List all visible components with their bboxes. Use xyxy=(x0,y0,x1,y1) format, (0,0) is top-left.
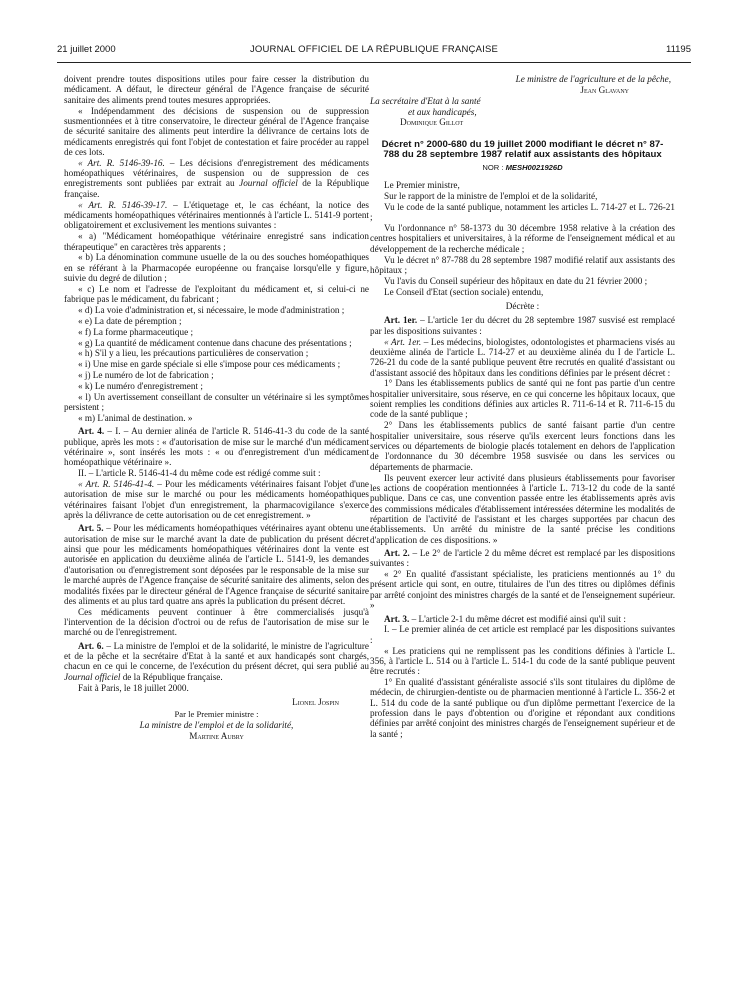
article-label: « Art. 1er. xyxy=(384,336,422,347)
article-label: « Art. R. 5146-41-4. xyxy=(78,479,155,490)
list-item: « h) S'il y a lieu, les précautions particulières de conservation ; xyxy=(78,348,309,359)
list-item: « k) Le numéro d'enregistrement ; xyxy=(78,380,203,391)
paragraph: Le Premier ministre, xyxy=(384,180,460,191)
by-prime-minister: Par le Premier ministre : xyxy=(174,709,259,720)
header-journal-title: JOURNAL OFFICIEL DE LA RÉPUBLIQUE FRANÇAISE xyxy=(249,44,499,55)
decrete-heading: Décrète : xyxy=(505,301,540,312)
list-item: « c) Le nom et l'adresse de l'exploitant du médicament et, si celui-ci ne fabrique pas le médicament, du fabricant ; xyxy=(64,283,369,305)
page-header xyxy=(57,44,691,58)
list-item: « f) La forme pharmaceutique ; xyxy=(78,326,194,337)
article-label: Art. 3. xyxy=(384,613,410,624)
paragraph: 2° Dans les établissements publics de santé faisant partie d'un centre hospitalier universitaire, sous réserve qu'ils exercent leurs fonctions dans les services ou départements de biologie placés totalement en dehors de l'application de l'ordonnance du 30 décembre 1958 susvisée ou dans les services ou départements de pharmacie. xyxy=(370,420,675,472)
paragraph: « 2° En qualité d'assistant spécialiste, les praticiens mentionnés au 1° du présent article qui sont, en outre, titulaires de l'un des titres ou diplômes définis par arrêté conjoint des ministres chargés de la santé et de l'enseignement supérieur. » xyxy=(370,569,675,611)
article-paragraph: « Art. R. 5146-41-4. – Pour les médicaments vétérinaires faisant l'objet d'une autorisation de mise sur le marché ou pour les médicaments homéopathiques vétérinaires faisant l'objet d'un enregistrement, la pharmacovigilance s'exerce après la délivrance de cette autorisation ou de cet enregistrement. » xyxy=(64,479,369,521)
minister-agriculture: Le ministre de l'agriculture et de la pêche, xyxy=(515,74,671,84)
secretary-of-state: La secrétaire d'Etat à la santé xyxy=(370,95,481,106)
list-item: « i) Une mise en garde spéciale si elle s'impose pour ces médicaments ; xyxy=(78,359,341,370)
paragraph: « Indépendamment des décisions de suspension ou de suppression susmentionnées et à titre conservatoire, le directeur général de l'Agence française de sécurité sanitaire des aliments peut interdire la délivrance de certains lots de médicaments enregistrés qui font l'objet de contestation et faire procéder au rappel de ces lots. xyxy=(64,105,369,157)
paragraph: I. – Le premier alinéa de cet article est remplacé par les dispositions suivantes : xyxy=(370,624,675,645)
paragraph: 1° Dans les établissements publics de santé qui ne font pas partie d'un centre hospitalier universitaire, sous réserve, en ce qui concerne les hôpitaux locaux, que soient remplies les conditions définies aux articles R. 711-6-14 et R. 711-6-15 du code de la santé publique ; xyxy=(370,378,675,420)
secretary-of-state-line2: et aux handicapés, xyxy=(408,106,477,117)
paragraph: Vu l'avis du Conseil supérieur des hôpitaux en date du 21 février 2000 ; xyxy=(384,275,648,286)
article-label: « Art. R. 5146-39-16. xyxy=(78,157,165,168)
list-item: « b) La dénomination commune usuelle de la ou des souches homéopathiques en se référant à la Pharmacopée européenne ou française lorsqu'elle y figure, suivie du degré de dilution ; xyxy=(64,252,369,284)
article-4: Art. 4. – I. – Au dernier alinéa de l'article R. 5146-41-3 du code de la santé publique, après les mots : « d'autorisation de mise sur le marché d'un médicament vétérinaire », sont insérés les mots : « ou d'enregistrement d'un médicament homéopathique vétérinaire ». xyxy=(64,426,369,468)
journal-officiel-ref: Journal officiel xyxy=(64,671,121,682)
right-column xyxy=(370,74,675,740)
left-column xyxy=(64,74,369,742)
signature-gillot: Dominique Gillot xyxy=(400,117,464,128)
article-paragraph: « Art. 1er. – Les médecins, biologistes, odontologistes et pharmaciens visés au deuxième alinéa de l'article L. 714-27 et au deuxième alinéa du I de l'article L. 726-21 du code de la santé publique peuvent être recrutés en qualité d'assistant ou d'assistant associé des hôpitaux dans les conditions définies par le présent décret : xyxy=(370,336,675,378)
list-item: « e) La date de péremption ; xyxy=(78,315,182,326)
nor-reference: NOR : MESH0021926D xyxy=(482,162,563,172)
nor-code: MESH0021926D xyxy=(505,162,563,172)
article-2: Art. 2. – Le 2° de l'article 2 du même décret est remplacé par les dispositions suivantes : xyxy=(370,547,675,569)
article-label: Art. 6. xyxy=(78,640,104,651)
list-item: « m) L'animal de destination. » xyxy=(78,413,193,423)
header-page-number: 11195 xyxy=(665,44,691,55)
article-paragraph: « Art. R. 5146-39-16. – Les décisions d'enregistrement des médicaments homéopathiques vétérinaires, de suspension ou de suppression de ces enregistrements sont publiées par extrait au Journal officiel de la République française. xyxy=(64,157,369,199)
paragraph: II. – L'article R. 5146-41-4 du même code est rédigé comme suit : xyxy=(78,468,321,479)
paragraph: Le Conseil d'Etat (section sociale) entendu, xyxy=(384,286,544,297)
article-label: Art. 1er. xyxy=(384,315,418,326)
paragraph: Vu le code de la santé publique, notamment les articles L. 714-27 et L. 726-21 ; xyxy=(370,201,675,223)
signature-aubry: Martine Aubry xyxy=(189,730,244,741)
paragraph: Ces médicaments peuvent continuer à être commercialisés jusqu'à l'intervention de la décision d'octroi ou de refus de l'autorisation de mise sur le marché ou de l'enregistrement. xyxy=(64,606,369,638)
paragraph: Vu le décret n° 87-788 du 28 septembre 1987 modifié relatif aux assistants des hôpitaux ; xyxy=(370,254,675,275)
article-paragraph: « Art. R. 5146-39-17. – L'étiquetage et, le cas échéant, la notice des médicaments homéopathiques vétérinaires mentionnés à l'article L. 5141-9 portent obligatoirement et exclusivement les mentions suivantes : xyxy=(64,199,369,231)
article-label: « Art. R. 5146-39-17. xyxy=(78,199,168,210)
paragraph: Vu l'ordonnance n° 58-1373 du 30 décembre 1958 relative à la création des centres hospitaliers et universitaires, à la réforme de l'enseignement médical et au développement de la recherche médicale ; xyxy=(370,223,675,254)
signature-jospin: Lionel Jospin xyxy=(292,696,339,707)
paragraph: Sur le rapport de la ministre de l'emploi et de la solidarité, xyxy=(384,191,598,202)
article-1: Art. 1er. – L'article 1er du décret du 28 septembre 1987 susvisé est remplacé par les dispositions suivantes : xyxy=(370,315,675,336)
article-label: Art. 2. xyxy=(384,547,410,558)
list-item: « a) "Médicament homéopathique vétérinaire enregistré sans indication thérapeutique" en caractères très apparents ; xyxy=(64,231,369,252)
article-label: Art. 4. xyxy=(78,426,105,437)
paragraph: 1° En qualité d'assistant généraliste associé s'ils sont titulaires du diplôme de médecin, de chirurgien-dentiste ou de pharmacien mentionné à l'article L. 356-2 et L. 514 du code de la santé publique ou d'un diplôme permettant l'exercice de la profession dans le pays d'obtention ou d'origine et répondant aux conditions définies par arrêté conjoint des ministres chargés de l'enseignement supérieur et de la santé ; xyxy=(370,677,675,739)
header-rule xyxy=(57,62,691,63)
signature-glavany: Jean Glavany xyxy=(580,84,629,95)
paragraph: Ils peuvent exercer leur activité dans plusieurs établissements pour favoriser les actions de coopération mentionnées à l'article L. 713-12 du code de la santé publique. Dans ce cas, une convention passée entre les établissements après avis des commissions médicales d'établissement intéressées détermine les modalités de répartition de l'activité de l'assistant et les charges supportées par chacun des établissements. Un arrêté du ministre de la santé précise les conditions d'application de ces dispositions. » xyxy=(370,472,675,545)
article-label: Art. 5. xyxy=(78,523,104,534)
header-date: 21 juillet 2000 xyxy=(57,44,116,55)
decree-title: Décret n° 2000-680 du 19 juillet 2000 modifiant le décret n° 87-788 du 28 septembre 1987 relatif aux assistants des hôpitaux xyxy=(381,138,664,161)
article-3: Art. 3. – L'article 2-1 du même décret est modifié ainsi qu'il suit : xyxy=(384,613,626,624)
journal-officiel-ref: Journal officiel xyxy=(239,178,298,189)
paragraph: doivent prendre toutes dispositions utiles pour faire cesser la distribution du médicament. A défaut, le directeur général de l'Agence française de sécurité sanitaire des aliments prend toutes mesures appropriées. xyxy=(64,74,369,105)
article-6: Art. 6. – La ministre de l'emploi et de la solidarité, le ministre de l'agriculture et de la pêche et la secrétaire d'Etat à la santé et aux handicapés sont chargés, chacun en ce qui le concerne, de l'exécution du présent décret, qui sera publié au Journal officiel de la République française. xyxy=(64,640,369,682)
list-item: « j) Le numéro de lot de fabrication ; xyxy=(78,370,214,381)
minister-emploi: La ministre de l'emploi et de la solidarité, xyxy=(139,720,294,731)
list-item: « d) La voie d'administration et, si nécessaire, le mode d'administration ; xyxy=(78,305,345,316)
article-5: Art. 5. – Pour les médicaments homéopathiques vétérinaires ayant obtenu une autorisation de mise sur le marché avant la date de publication du présent décret ainsi que pour les médicaments homéopathiques vétérinaires dont la vente est autorisée en application du deuxième alinéa de l'article L. 5141-9, les demandes d'autorisation ou d'enregistrement sont déposées par le responsable de la mise sur le marché auprès de l'Agence française de sécurité sanitaire des aliments, selon des modalités fixées par le directeur général de l'Agence française de sécurité sanitaire des aliments et au plus tard quatre ans après la publication du présent décret. xyxy=(64,523,369,606)
list-item: « l) Un avertissement conseillant de consulter un vétérinaire si les symptômes persistent ; xyxy=(64,391,369,413)
paragraph: « Les praticiens qui ne remplissent pas les conditions définies à l'article L. 356, à l'article L. 514 ou à l'article L. 514-1 du code de la santé publique peuvent être recrutés : xyxy=(370,645,675,677)
signature-date: Fait à Paris, le 18 juillet 2000. xyxy=(78,682,189,693)
list-item: « g) La quantité de médicament contenue dans chacune des présentations ; xyxy=(78,337,352,348)
